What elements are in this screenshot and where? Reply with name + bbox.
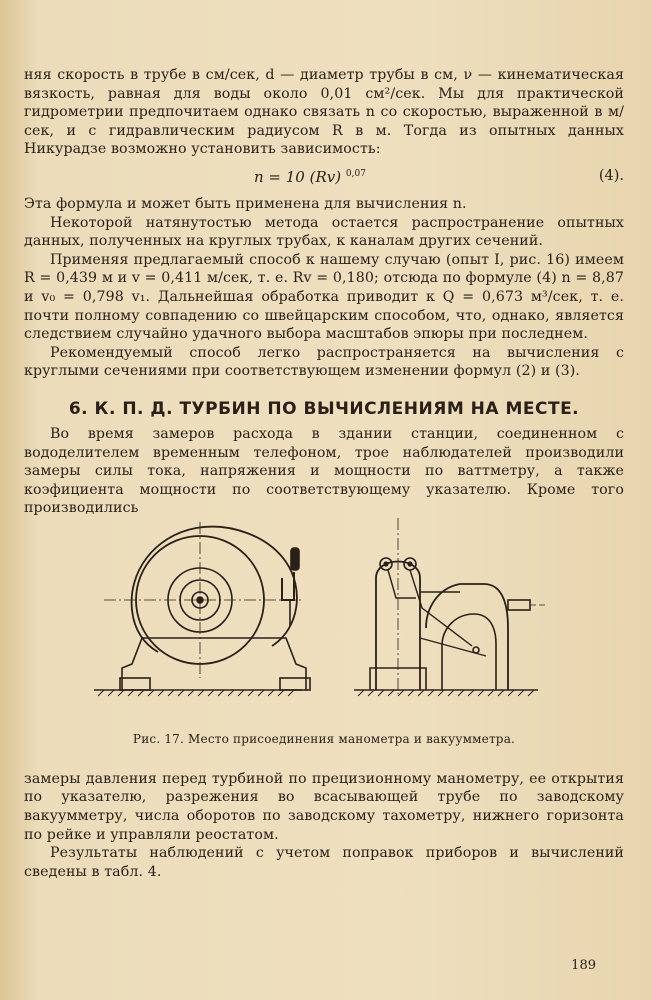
paragraph-continued: няя скорость в трубе в см/сек, d — диаметр трубы в см, ν — кинематическая вязкость, равная для воды около 0,01 см²/сек. Мы для практической гидрометрии предпочитаем однако связать n со скоростью, выраженной в м/сек, и с гидравлическим радиусом R в м. Тогда из опытных данных Никурадзе возможно установить зависимость: [24,67,624,158]
paragraph: Рекомендуемый способ легко распространяется на вычисления с круглыми сечениями при соответствующем изменении формул (2) и (3). [24,344,624,380]
turbine-drawing [24,518,624,728]
formula-4: n = 10 (Rv) $^{0,07}$ [254,167,366,186]
paragraph: Эта формула и может быть применена для вычисления n. [24,195,467,212]
paragraph: Некоторой натянутостью метода остается распространение опытных данных, полученных на круглых трубах, к каналам других сечений. [24,214,624,250]
floor-hatch-left [94,690,302,696]
figure-17 [24,518,624,770]
paragraph: Применяя предлагаемый способ к нашему случаю (опыт I, рис. 16) имеем R = 0,439 м и v = 0,411 м/сек, т. е. Rv = 0,180; отсюда по формуле (4) n = 8,87 и v₀ = 0,798 v₁. Дальнейшая обработка приводит к Q = 0,673 м³/сек, т. е. почти полному совпадению со швейцарским способом, что, однако, является следствием случайно удачного выбора масштабов эпюры при последнем. [24,251,624,343]
floor-hatch-right [354,690,538,696]
formula-row [24,165,624,191]
page-number: 189 [571,958,596,973]
formula-number: (4). [598,167,624,184]
figure-caption: Рис. 17. Место присоединения манометра и вакуумметра. [132,731,516,746]
section-heading: 6. К. П. Д. ТУРБИН ПО ВЫЧИСЛЕНИЯМ НА МЕСТЕ. [68,398,580,419]
text-column [24,66,624,881]
section-paragraph: Во время замеров расхода в здании станции, соединенном с вододелителем временным телефоном, трое наблюдателей производили замеры силы тока, напряжения и мощности по ваттметру, а также коэфициента мощности по соответствующему указателю. Кроме того производились [24,425,624,517]
paragraph: Результаты наблюдений с учетом поправок приборов и вычислений сведены в табл. 4. [24,845,624,880]
paragraph: замеры давления перед турбиной по прецизионному манометру, ее открытия по указателю, разрежения во всасывающей трубе по заводскому вакуумметру, числа оборотов по заводскому тахометру, нижнего горизонта по рейке и управляли реостатом. [24,770,624,843]
